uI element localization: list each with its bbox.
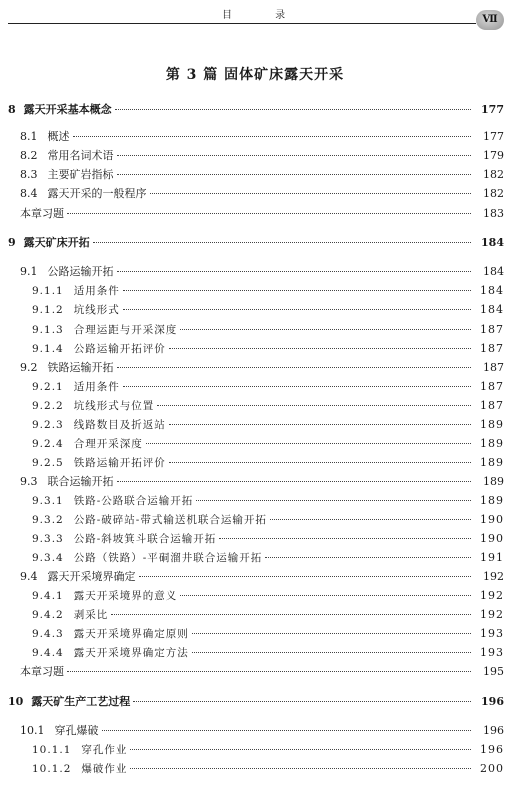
toc-entry-section	[0, 129, 510, 145]
toc-entry-sub	[0, 626, 510, 642]
toc-entry-page: 192	[483, 570, 504, 583]
toc-entry-page: 196	[481, 695, 504, 708]
toc-entry-title: 联合运输开拓	[47, 475, 114, 488]
toc-entry-chapter	[0, 694, 510, 710]
toc-entry-sub	[0, 455, 510, 471]
toc-entry-page: 193	[480, 627, 504, 640]
toc-entry-section	[0, 569, 510, 585]
toc-entry-page: 177	[481, 103, 504, 116]
dot-leader	[270, 518, 471, 520]
toc-entry-sub	[0, 588, 510, 604]
dot-leader	[192, 651, 471, 653]
toc-entry-number: 9.3.2	[32, 514, 64, 526]
dot-leader	[111, 613, 471, 615]
toc-entry-page: 189	[480, 437, 504, 450]
toc-entry-title: 公路运输开拓评价	[73, 343, 166, 355]
dot-leader	[192, 632, 471, 634]
dot-leader	[180, 594, 471, 596]
toc-entry-sub	[0, 742, 510, 758]
toc-entry-title: 本章习题	[20, 665, 64, 678]
dot-leader	[67, 212, 471, 214]
toc-entry-number: 9	[8, 236, 16, 249]
toc-entry-exercise	[0, 664, 510, 680]
toc-entry-section	[0, 723, 510, 739]
toc-entry-page: 190	[480, 532, 504, 545]
toc-entry-page: 179	[483, 149, 504, 162]
toc-entry-number: 10.1	[20, 724, 45, 737]
toc-entry-number: 9.2.1	[32, 381, 64, 393]
toc-entry-page: 182	[483, 187, 504, 200]
toc-entry-sub	[0, 322, 510, 338]
toc-entry-number: 8.4	[20, 187, 38, 200]
toc-entry-sub	[0, 761, 510, 777]
toc-entry-page: 182	[483, 168, 504, 181]
toc-entry-section	[0, 360, 510, 376]
toc-entry-sub	[0, 607, 510, 623]
dot-leader	[123, 308, 471, 310]
toc-entry-number: 9.4.2	[32, 609, 64, 621]
dot-leader	[157, 404, 471, 406]
dot-leader	[169, 423, 471, 425]
toc-entry-section	[0, 167, 510, 183]
toc-entry-page: 196	[480, 743, 504, 756]
toc-entry-number: 9.3.4	[32, 552, 64, 564]
dot-leader	[115, 108, 471, 110]
toc-entry-page: 187	[480, 399, 504, 412]
toc-entry-title: 适用条件	[73, 381, 120, 393]
toc-entry-page: 187	[480, 342, 504, 355]
toc-entry-title: 剥采比	[73, 609, 109, 621]
toc-entry-title: 公路（铁路）-平硐溜井联合运输开拓	[73, 552, 263, 564]
toc-entry-number: 9.3.1	[32, 495, 64, 507]
page-header	[0, 0, 510, 34]
dot-leader	[130, 748, 471, 750]
toc-entry-page: 189	[480, 418, 504, 431]
dot-leader	[123, 385, 471, 387]
dot-leader	[169, 461, 471, 463]
toc-entry-sub	[0, 436, 510, 452]
toc-entry-title: 露天开采境界的意义	[73, 590, 178, 602]
toc-entry-page: 200	[480, 762, 504, 775]
toc-entry-page: 191	[480, 551, 504, 564]
dot-leader	[196, 499, 471, 501]
toc-entry-sub	[0, 645, 510, 661]
toc-entry-sub	[0, 341, 510, 357]
toc-entry-title: 合理开采深度	[73, 438, 143, 450]
toc-entry-section	[0, 474, 510, 490]
dot-leader	[146, 442, 471, 444]
dot-leader	[117, 173, 472, 175]
toc-entry-page: 184	[480, 284, 504, 297]
toc-entry-title: 穿孔作业	[81, 744, 128, 756]
toc-entry-title: 适用条件	[73, 285, 120, 297]
toc-entry-title: 铁路运输开拓评价	[73, 457, 166, 469]
toc-entry-sub	[0, 398, 510, 414]
toc-entry-page: 190	[480, 513, 504, 526]
toc-entry-title: 公路-破碎站-带式输送机联合运输开拓	[73, 514, 267, 526]
toc-entry-title: 露天矿床开拓	[23, 236, 90, 249]
toc-entry-title: 公路运输开拓	[47, 265, 114, 278]
toc-entry-title: 露天开采境界确定原则	[73, 628, 189, 640]
toc-entry-sub	[0, 550, 510, 566]
toc-entry-page: 196	[483, 724, 504, 737]
toc-entry-page: 177	[483, 130, 504, 143]
toc-entry-title: 主要矿岩指标	[47, 168, 114, 181]
toc-entry-title: 露天开采基本概念	[23, 103, 112, 116]
toc-entry-number: 9.4.1	[32, 590, 64, 602]
dot-leader	[219, 537, 471, 539]
toc-entry-sub	[0, 417, 510, 433]
toc-entry-number: 8.3	[20, 168, 38, 181]
toc-entry-number: 10	[8, 695, 24, 708]
dot-leader	[67, 670, 471, 672]
toc-entry-title: 露天开采境界确定方法	[73, 647, 189, 659]
toc-entry-title: 露天开采境界确定	[47, 570, 136, 583]
toc-entry-page: 183	[483, 207, 504, 220]
dot-leader	[93, 241, 471, 243]
toc-entry-page: 184	[480, 303, 504, 316]
toc-entry-page: 187	[483, 361, 504, 374]
toc-entry-title: 穿孔爆破	[54, 724, 99, 737]
toc-entry-page: 187	[480, 323, 504, 336]
toc-entry-number: 9.1.2	[32, 304, 64, 316]
toc-entry-title: 概述	[47, 130, 70, 143]
toc-entry-page: 187	[480, 380, 504, 393]
toc-entry-number: 10.1.1	[32, 744, 72, 756]
toc-entry-title: 露天开采的一般程序	[47, 187, 147, 200]
dot-leader	[117, 154, 472, 156]
toc-entry-title: 合理运距与开采深度	[73, 324, 178, 336]
toc-entry-title: 坑线形式与位置	[73, 400, 155, 412]
toc-entry-section	[0, 186, 510, 202]
toc-entry-title: 铁路运输开拓	[47, 361, 114, 374]
dot-leader	[133, 700, 471, 702]
toc-entry-number: 8.1	[20, 130, 38, 143]
toc-entry-number: 9.1	[20, 265, 38, 278]
page-number-badge: Ⅶ	[476, 10, 504, 30]
toc-entry-number: 9.1.3	[32, 324, 64, 336]
toc-entry-number: 9.3	[20, 475, 38, 488]
dot-leader	[130, 767, 471, 769]
toc-entry-section	[0, 148, 510, 164]
dot-leader	[180, 328, 471, 330]
part-title: 第 3 篇 固体矿床露天开采	[165, 67, 345, 83]
toc-entry-title: 公路-斜坡箕斗联合运输开拓	[73, 533, 217, 545]
header-rule	[8, 23, 476, 24]
toc-entry-page: 189	[480, 494, 504, 507]
toc-entry-title: 本章习题	[20, 207, 64, 220]
toc-entry-chapter	[0, 235, 510, 251]
toc-entry-page: 193	[480, 646, 504, 659]
dot-leader	[102, 729, 472, 731]
toc-entry-title: 露天矿生产工艺过程	[31, 695, 131, 708]
toc-entry-section	[0, 264, 510, 280]
toc-entry-title: 线路数目及折返站	[73, 419, 166, 431]
toc-entry-number: 9.4	[20, 570, 38, 583]
toc-entry-sub	[0, 379, 510, 395]
toc-entry-page: 184	[483, 265, 504, 278]
toc-entry-title: 常用名词术语	[47, 149, 114, 162]
toc-entry-title: 坑线形式	[73, 304, 120, 316]
toc-entry-page: 195	[483, 665, 504, 678]
toc-entry-sub	[0, 531, 510, 547]
toc-entry-number: 9.2.5	[32, 457, 64, 469]
toc-entry-number: 10.1.2	[32, 763, 72, 775]
toc-entry-number: 9.4.3	[32, 628, 64, 640]
dot-leader	[117, 480, 472, 482]
running-header-title: 目 录	[222, 10, 306, 21]
dot-leader	[117, 366, 472, 368]
toc-entry-title: 铁路-公路联合运输开拓	[73, 495, 194, 507]
dot-leader	[123, 289, 471, 291]
dot-leader	[150, 192, 472, 194]
toc-entry-number: 9.1.1	[32, 285, 64, 297]
toc-entry-page: 184	[481, 236, 504, 249]
toc-entry-number: 8	[8, 103, 16, 116]
toc-entry-exercise	[0, 206, 510, 222]
toc-entry-number: 8.2	[20, 149, 38, 162]
toc-entry-number: 9.2.4	[32, 438, 64, 450]
toc-entry-page: 189	[483, 475, 504, 488]
toc-entry-number: 9.3.3	[32, 533, 64, 545]
toc-entry-title: 爆破作业	[81, 763, 128, 775]
dot-leader	[169, 347, 471, 349]
toc-entry-number: 9.2	[20, 361, 38, 374]
toc-entry-number: 9.1.4	[32, 343, 64, 355]
toc-entry-chapter	[0, 102, 510, 118]
toc-entry-page: 192	[480, 589, 504, 602]
dot-leader	[265, 556, 471, 558]
toc-entry-page: 192	[480, 608, 504, 621]
toc-entry-sub	[0, 283, 510, 299]
dot-leader	[73, 135, 472, 137]
dot-leader	[117, 270, 472, 272]
toc-entry-sub	[0, 493, 510, 509]
toc-entry-sub	[0, 302, 510, 318]
toc-entry-number: 9.4.4	[32, 647, 64, 659]
toc-entry-number: 9.2.3	[32, 419, 64, 431]
toc-entry-sub	[0, 512, 510, 528]
dot-leader	[139, 575, 472, 577]
toc-entry-page: 189	[480, 456, 504, 469]
toc-entry-number: 9.2.2	[32, 400, 64, 412]
